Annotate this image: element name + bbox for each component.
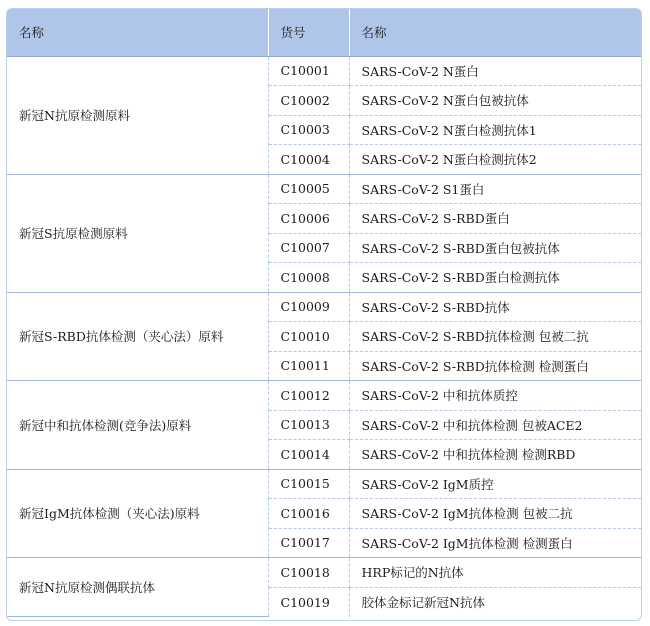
group-name-cell: 新冠N抗原检测偶联抗体 — [7, 558, 268, 617]
product-code-cell: C10005 — [268, 174, 349, 204]
product-code-cell: C10009 — [268, 292, 349, 322]
product-code-cell: C10014 — [268, 440, 349, 470]
table-row — [7, 292, 641, 322]
product-table — [7, 9, 641, 617]
table-body — [7, 56, 641, 617]
group-name-cell: 新冠S-RBD抗体检测（夹心法）原料 — [7, 292, 268, 381]
table-row — [7, 381, 641, 411]
product-name-cell: 胶体金标记新冠N抗体 — [361, 595, 485, 610]
product-name-cell: HRP标记的N抗体 — [349, 558, 641, 588]
product-name-cell: SARS-CoV-2 N蛋白检测抗体1 — [349, 115, 641, 145]
product-code-cell: C10003 — [268, 115, 349, 145]
product-name-cell: SARS-CoV-2 S-RBD抗体检测 检测蛋白 — [349, 351, 641, 381]
table-row — [7, 469, 641, 499]
product-code-cell: C10015 — [268, 469, 349, 499]
header-code: 货号 — [268, 9, 349, 56]
table-row — [7, 56, 641, 86]
group-name-cell: 新冠N抗原检测原料 — [7, 56, 268, 174]
product-name-cell: SARS-CoV-2 中和抗体质控 — [349, 381, 641, 411]
product-name-cell: SARS-CoV-2 S1蛋白 — [349, 174, 641, 204]
header-name: 名称 — [7, 9, 268, 56]
group-name-cell: 新冠S抗原检测原料 — [7, 174, 268, 292]
product-code-cell: C10019 — [268, 587, 349, 617]
product-code-cell: C10018 — [268, 558, 349, 588]
group-name-cell: 新冠IgM抗体检测（夹心法)原料 — [7, 469, 268, 558]
header-row — [7, 9, 641, 56]
product-name-cell: SARS-CoV-2 N蛋白检测抗体2 — [349, 145, 641, 175]
product-name-cell: SARS-CoV-2 IgM抗体检测 包被二抗 — [349, 499, 641, 529]
group-name-cell: 新冠中和抗体检测(竞争法)原料 — [7, 381, 268, 470]
table-row — [7, 558, 641, 588]
product-name-cell: SARS-CoV-2 S-RBD抗体 — [349, 292, 641, 322]
product-name-cell: SARS-CoV-2 S-RBD蛋白包被抗体 — [349, 233, 641, 263]
product-code-cell: C10004 — [268, 145, 349, 175]
product-name-cell: SARS-CoV-2 N蛋白包被抗体 — [349, 86, 641, 116]
product-name-cell: SARS-CoV-2 IgM质控 — [349, 469, 641, 499]
product-table-frame — [6, 8, 642, 621]
product-code-cell: C10017 — [268, 528, 349, 558]
product-code-cell: C10001 — [268, 56, 349, 86]
product-code-cell: C10013 — [268, 410, 349, 440]
product-code-cell: C10012 — [268, 381, 349, 411]
table-row — [7, 174, 641, 204]
product-code-cell: C10008 — [268, 263, 349, 293]
table-header — [7, 9, 641, 56]
product-name-cell: SARS-CoV-2 中和抗体检测 检测RBD — [349, 440, 641, 470]
header-product: 名称 — [349, 9, 641, 56]
product-name-cell: SARS-CoV-2 IgM抗体检测 检测蛋白 — [349, 528, 641, 558]
product-name-cell: SARS-CoV-2 中和抗体检测 包被ACE2 — [349, 410, 641, 440]
product-code-cell: C10006 — [268, 204, 349, 234]
product-name-cell: SARS-CoV-2 S-RBD蛋白 — [349, 204, 641, 234]
product-name-cell: SARS-CoV-2 S-RBD蛋白检测抗体 — [349, 263, 641, 293]
product-code-cell: C10016 — [268, 499, 349, 529]
product-code-cell: C10007 — [268, 233, 349, 263]
product-code-cell: C10011 — [268, 351, 349, 381]
product-name-cell: SARS-CoV-2 N蛋白 — [349, 56, 641, 86]
product-code-cell: C10010 — [268, 322, 349, 352]
product-code-cell: C10002 — [268, 86, 349, 116]
product-name-cell: SARS-CoV-2 S-RBD抗体检测 包被二抗 — [349, 322, 641, 352]
